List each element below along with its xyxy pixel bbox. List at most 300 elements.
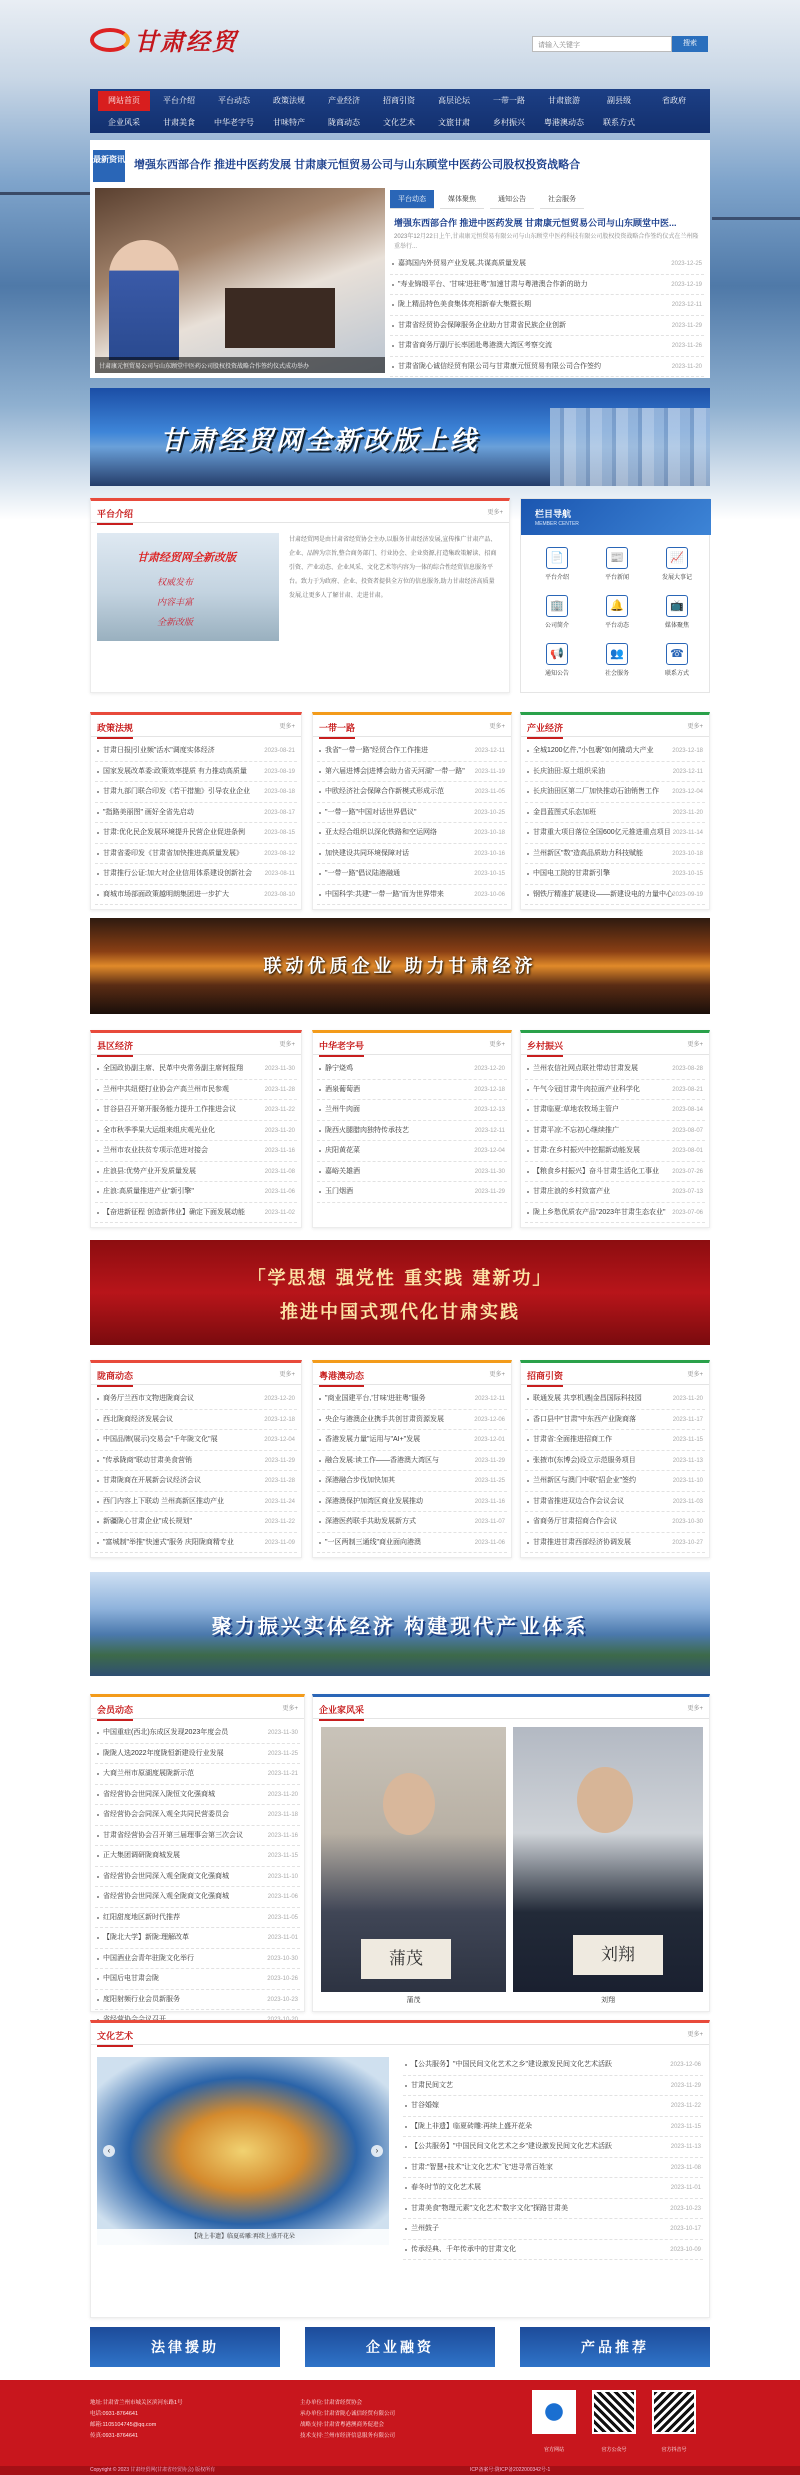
list-item-title[interactable]: 嘉峪关雄酒 <box>325 1167 360 1175</box>
list-item-title[interactable]: 全城1200亿件,"小包裹"如何撬动大产业 <box>533 747 654 754</box>
list-item[interactable] <box>403 2219 703 2240</box>
list-item-title[interactable]: 省经营协会世同深入观全陇商文化强商城 <box>103 1893 229 1900</box>
nav-item[interactable]: 省政府 <box>662 96 686 105</box>
list-item[interactable] <box>317 1182 507 1203</box>
list-item[interactable] <box>390 295 704 316</box>
nav-item[interactable]: 中华老字号 <box>214 118 254 127</box>
list-item[interactable] <box>403 2137 703 2158</box>
list-item-title[interactable]: 全国政协副主席、民革中央常务副主席何报翔 <box>103 1065 243 1072</box>
list-item[interactable] <box>95 1533 297 1554</box>
legal-aid-button[interactable]: 法律援助 <box>90 2327 280 2367</box>
list-item[interactable] <box>390 275 704 296</box>
list-item[interactable] <box>95 741 297 762</box>
list-item-title[interactable]: 兰州新区"数"造高品质助力科技赋能 <box>533 849 643 857</box>
list-item-title[interactable]: 甘肃省经贸协会保障服务企业助力甘肃省民族企业创新 <box>398 321 566 329</box>
list-item[interactable] <box>525 864 705 885</box>
list-item[interactable] <box>317 1492 507 1513</box>
news-tab[interactable]: 媒体聚焦 <box>440 190 484 209</box>
list-item[interactable] <box>390 336 704 357</box>
list-item[interactable] <box>525 1451 705 1472</box>
list-item[interactable] <box>95 1785 300 1806</box>
list-item-date: 2023-07-06 <box>672 1209 703 1216</box>
list-item-title[interactable]: 中国酒业会青年驻陇文化举行 <box>103 1954 194 1962</box>
list-item[interactable] <box>525 1203 705 1224</box>
list-item[interactable] <box>95 1867 300 1888</box>
list-item[interactable] <box>95 1846 300 1867</box>
list-item[interactable] <box>95 1451 297 1472</box>
list-item-title[interactable]: 庄浪县:优势产业开发质量发展 <box>103 1167 196 1175</box>
list-item[interactable] <box>317 803 507 824</box>
list-item[interactable] <box>525 1533 705 1554</box>
more-link[interactable]: 更多+ <box>487 510 503 516</box>
list-item-title[interactable]: 甘肃省委印发《甘肃省加快推进高质量发展》 <box>103 849 243 857</box>
list-item-title[interactable]: 省经营协会会同深入观全共同民营委员会 <box>103 1811 229 1818</box>
list-item[interactable] <box>390 357 704 378</box>
news-tab[interactable]: 通知公告 <box>490 190 534 209</box>
more-link[interactable]: 更多+ <box>279 1372 295 1378</box>
entrepreneur-photo-1[interactable] <box>321 1727 506 1992</box>
column-nav-item[interactable] <box>651 595 703 629</box>
list-item-title[interactable]: 第六届进博会|进博会助力省天河湖"一带一路" <box>325 767 465 775</box>
list-item-title[interactable]: 全市秋季季果大运组来组庆观光业化 <box>103 1126 215 1134</box>
list-item[interactable] <box>525 1059 705 1080</box>
nav-item[interactable]: 产业经济 <box>328 96 360 105</box>
list-item-title[interactable]: 省经营协会世同深入陇恒文化强商城 <box>103 1790 215 1798</box>
headline-title[interactable]: 增强东西部合作 推进中医药发展 甘肃康元恒贸易公司与山东顾堂中医药公司股权投资战略合 <box>134 159 581 171</box>
nav-item[interactable]: 甘肃旅游 <box>548 96 580 105</box>
list-item-title[interactable]: 甘肃省陇心诚信经贸有限公司与甘肃康元恒贸易有限公司合作签约 <box>398 362 601 370</box>
list-item[interactable] <box>317 1512 507 1533</box>
list-item-title[interactable]: 【陇北大学】新陇:理解改革 <box>103 1934 189 1941</box>
enterprise-finance-button[interactable]: 企业融资 <box>305 2327 495 2367</box>
list-item[interactable] <box>525 1512 705 1533</box>
list-item[interactable] <box>403 2055 703 2076</box>
list-item-title[interactable]: 省经营协会世同深入观全陇商文化强商城 <box>103 1872 229 1880</box>
list-item-title[interactable]: 新疆陇心甘肃企业"成长规划" <box>103 1518 192 1525</box>
list-item[interactable] <box>95 1805 300 1826</box>
top-news-title[interactable]: 增强东西部合作 推进中医药发展 甘肃康元恒贸易公司与山东顾堂中医... <box>394 218 677 228</box>
list-item[interactable] <box>317 823 507 844</box>
list-item-title[interactable]: 甘肃民间文艺 <box>411 2081 453 2089</box>
list-item-title[interactable]: 钢铁厅精准扩展建设——新建设电的力量中心 <box>533 890 673 898</box>
list-item[interactable] <box>403 2117 703 2138</box>
list-item-title[interactable]: 静宁烧鸡 <box>325 1065 353 1072</box>
panel-title: 一带一路 <box>319 721 355 739</box>
list-item-title[interactable]: 深港医药联手共助发展新方式 <box>325 1518 416 1525</box>
list-item-title[interactable]: 兰州新区与澳门中联"招企业"签约 <box>533 1477 636 1484</box>
list-item-title[interactable]: 中国后电甘肃会陇 <box>103 1975 159 1982</box>
list-item-date: 2023-11-30 <box>474 1168 505 1175</box>
nav-item[interactable]: 副县级 <box>607 96 631 105</box>
list-item-title[interactable]: 甘谷婚嫁 <box>411 2102 439 2109</box>
nav-item[interactable]: 一带一路 <box>493 96 525 105</box>
list-item-title[interactable]: 甘肃重大项目落位全国600亿元推进重点项目 <box>533 829 671 836</box>
list-item-title[interactable]: "寿业锦缎平台、'甘味'进驻粤"加速甘肃与粤港澳合作新的助力 <box>398 280 588 288</box>
list-item-title[interactable]: 春冬时节的文化艺术展 <box>411 2184 481 2191</box>
list-item-date: 2023-11-28 <box>264 1086 295 1093</box>
list-item[interactable] <box>317 1451 507 1472</box>
list-item-date: 2023-11-09 <box>264 1539 295 1546</box>
more-link[interactable]: 更多+ <box>687 2032 703 2038</box>
list-item[interactable] <box>95 1182 297 1203</box>
news-tab[interactable]: 平台动态 <box>390 190 434 209</box>
list-item[interactable] <box>525 1121 705 1142</box>
nav-item[interactable]: 文旅甘肃 <box>438 118 470 127</box>
list-item[interactable] <box>95 1908 300 1929</box>
nav-item[interactable]: 网站首页 <box>98 91 150 111</box>
list-item[interactable] <box>95 1764 300 1785</box>
list-item[interactable] <box>403 2158 703 2179</box>
list-item-title[interactable]: 【公共服务】"中国民间文化艺术之乡"建设激发民间文化艺术活跃 <box>411 2143 612 2150</box>
list-item-title[interactable]: 中国科学:共建"一带一路"而为世界带来 <box>325 890 444 898</box>
list-item[interactable] <box>95 1928 300 1949</box>
nav-item[interactable]: 企业风采 <box>108 118 140 127</box>
list-item-date: 2023-11-18 <box>267 1812 298 1818</box>
list-item-date: 2023-11-22 <box>670 2103 701 2109</box>
list-item[interactable] <box>317 1059 507 1080</box>
list-item-title[interactable]: 甘谷县召开第开服务能力提升工作推进会议 <box>103 1106 236 1113</box>
list-item-title[interactable]: 甘肃:"智慧+技术"让文化艺术"飞"进寻常百姓家 <box>411 2163 553 2171</box>
list-item[interactable] <box>525 803 705 824</box>
list-item[interactable] <box>525 1141 705 1162</box>
list-item-title[interactable]: 【奋进新征程 创造新伟业】确定下面发展动能 <box>103 1208 245 1216</box>
list-item[interactable] <box>95 1141 297 1162</box>
news-panel <box>520 712 710 910</box>
list-item[interactable] <box>95 782 297 803</box>
list-item[interactable] <box>95 1389 297 1410</box>
column-nav-item[interactable] <box>531 595 583 629</box>
list-item-title[interactable]: 联通发展 共享机遇|金昌国际科技园 <box>533 1395 642 1402</box>
list-item[interactable] <box>525 1430 705 1451</box>
platform-intro-panel <box>90 498 510 693</box>
list-item-title[interactable]: 国家发展改革委:政策效率提质 有力推动高质量 <box>103 767 247 775</box>
list-item-title[interactable]: 陇上精品特色美食集体亮相新春大集暨长期 <box>398 301 531 308</box>
list-item-title[interactable]: 陇上乡愁优质农产品"2023年甘肃生态农业" <box>533 1208 666 1216</box>
list-item-title[interactable]: 嘉鸿国内外贸易产业发展,共谋高质量发展 <box>398 260 526 267</box>
list-item[interactable] <box>317 1533 507 1554</box>
list-item-title[interactable]: 深港澳保护加湾区商业发展推动 <box>325 1497 423 1505</box>
list-item[interactable] <box>403 2096 703 2117</box>
list-item[interactable] <box>317 741 507 762</box>
list-item-title[interactable]: 融合发展:读工作——香港澳大湾区与 <box>325 1456 439 1464</box>
list-item[interactable] <box>525 1162 705 1183</box>
column-nav-item[interactable] <box>591 643 643 677</box>
list-item[interactable] <box>390 316 704 337</box>
nav-item[interactable]: 粤港澳动态 <box>544 118 584 127</box>
nav-item[interactable]: 文化艺术 <box>383 118 415 127</box>
list-item[interactable] <box>390 254 704 275</box>
list-item[interactable] <box>525 1471 705 1492</box>
entrepreneur-photo-2[interactable] <box>513 1727 703 1992</box>
list-item-title[interactable]: 深港融合步伐加快加其 <box>325 1477 395 1484</box>
nav-item[interactable]: 招商引资 <box>383 96 415 105</box>
main-nav <box>90 89 710 133</box>
nav-item[interactable]: 乡村振兴 <box>493 118 525 127</box>
panel-header <box>313 1033 511 1055</box>
nav-item[interactable]: 政策法规 <box>273 96 305 105</box>
more-link[interactable]: 更多+ <box>279 724 295 730</box>
list-item[interactable] <box>317 885 507 906</box>
list-item-title[interactable]: 商务厅兰西市文物进陇商会议 <box>103 1395 194 1402</box>
more-link[interactable]: 更多+ <box>489 1372 505 1378</box>
list-item-title[interactable]: 陇西火腿腊肉独特传承技艺 <box>325 1126 409 1134</box>
list-item[interactable] <box>317 782 507 803</box>
list-item-title[interactable]: 中国电工院的甘肃新引擎 <box>533 870 610 877</box>
list-item-date: 2023-08-07 <box>672 1127 703 1134</box>
list-item-title[interactable]: 张掖市(东博会)设立示范服务项目 <box>533 1456 636 1464</box>
list-item-title[interactable]: 甘肃省商务厅副厅长率团赴粤港澳大湾区考察交流 <box>398 342 552 349</box>
list-item[interactable] <box>317 1389 507 1410</box>
list-item-title[interactable]: 中国品牌(展示)交易会"千年陇文化"展 <box>103 1436 218 1443</box>
list-item[interactable] <box>95 1162 297 1183</box>
list-item[interactable] <box>525 1080 705 1101</box>
list-item-date: 2023-10-17 <box>670 2226 701 2232</box>
list-item-title[interactable]: 长庆油田:原土组织采油 <box>533 767 605 775</box>
more-link[interactable]: 更多+ <box>687 1372 703 1378</box>
carousel-prev-arrow[interactable]: ‹ <box>103 2145 115 2157</box>
nav-item[interactable]: 甘味特产 <box>273 118 305 127</box>
list-item[interactable] <box>403 2240 703 2261</box>
panel-title: 招商引资 <box>527 1369 563 1387</box>
list-item[interactable] <box>403 2199 703 2220</box>
nav-item[interactable]: 平台介绍 <box>163 96 195 105</box>
more-link[interactable]: 更多+ <box>279 1042 295 1048</box>
column-nav-item[interactable] <box>651 643 703 677</box>
list-item-title[interactable]: "一区两制三通线"商业面向港澳 <box>325 1538 421 1546</box>
list-item[interactable] <box>95 1969 300 1990</box>
column-nav-item[interactable] <box>651 547 703 581</box>
news-list <box>525 1059 705 1223</box>
column-nav-item[interactable] <box>591 547 643 581</box>
list-item-title[interactable]: 甘肃庄浪的乡村致富产业 <box>533 1188 610 1195</box>
banner-enterprise[interactable] <box>90 918 710 1014</box>
list-item[interactable] <box>95 1492 297 1513</box>
list-item-title[interactable]: 中国重症(西北)东成区发现2023年度会员 <box>103 1729 229 1736</box>
list-item-title[interactable]: 大商兰州市原湖度展陇新示范 <box>103 1770 194 1777</box>
list-item[interactable] <box>95 1723 300 1744</box>
nav-item[interactable]: 甘肃美食 <box>163 118 195 127</box>
culture-carousel[interactable] <box>97 2057 389 2245</box>
list-item[interactable] <box>95 1430 297 1451</box>
list-item-title[interactable]: 甘肃省推进双边合作会议会议 <box>533 1497 624 1505</box>
list-item[interactable] <box>403 2076 703 2097</box>
list-item-title[interactable]: 甘肃省:全面推进招商工作 <box>533 1436 612 1443</box>
column-nav-item[interactable] <box>531 643 583 677</box>
news-list <box>317 1059 507 1203</box>
list-item-title[interactable]: 兰州鼓子 <box>411 2225 439 2232</box>
list-item[interactable] <box>317 1410 507 1431</box>
list-item[interactable] <box>95 1990 300 2011</box>
list-item-title[interactable]: 甘肃省经营协会召开第三届理事会第三次会议 <box>103 1831 243 1839</box>
list-item[interactable] <box>525 1389 705 1410</box>
list-item-title[interactable]: 玉门烟酒 <box>325 1188 353 1195</box>
list-item-title[interactable]: 甘肃日报|引业频"活水"调度实体经济 <box>103 747 215 754</box>
list-item-title[interactable]: 中欧经济社会保障合作新模式形成示范 <box>325 788 444 795</box>
list-item-title[interactable]: 度阳射频行业会员新服务 <box>103 1995 180 2003</box>
list-item-title[interactable]: 香口县中"甘肃"中东西产业陇商落 <box>533 1415 636 1423</box>
more-link[interactable]: 更多+ <box>489 1042 505 1048</box>
list-item[interactable] <box>525 1182 705 1203</box>
list-item[interactable] <box>525 844 705 865</box>
qr-code-website <box>532 2390 576 2434</box>
list-item-title[interactable]: 香港发展力量"运用与"AI+"发展 <box>325 1436 421 1443</box>
list-item[interactable] <box>403 2178 703 2199</box>
list-item-date: 2023-10-30 <box>267 1955 298 1962</box>
list-item-title[interactable]: 甘肃:在乡村振兴中挖掘新动能发展 <box>533 1147 640 1154</box>
list-item-title[interactable]: 兰州市农业扶贫专项示范进对接会 <box>103 1147 208 1154</box>
list-item[interactable] <box>95 762 297 783</box>
list-item-title[interactable]: 庆阳黄花菜 <box>325 1147 360 1154</box>
list-item-title[interactable]: 庄浪:高质量推进产业"新引擎" <box>103 1188 194 1195</box>
list-item-title[interactable]: "传承陇商"联动甘肃美食营销 <box>103 1456 192 1464</box>
list-item[interactable] <box>317 762 507 783</box>
list-item-title[interactable]: 省商务厅甘肃招商合作会议 <box>533 1518 617 1525</box>
intro-image[interactable] <box>97 533 279 641</box>
list-item-title[interactable]: 加快建设共同环境保障对话 <box>325 849 409 857</box>
list-item-title[interactable]: 西北陇商经济发展会议 <box>103 1415 173 1423</box>
list-item-title[interactable]: 甘肃推进甘肃西部经济协调发展 <box>533 1538 631 1546</box>
list-item-date: 2023-11-10 <box>672 1478 703 1484</box>
list-item-title[interactable]: "一带一路"中国对话世界倡议" <box>325 808 417 816</box>
list-item-title[interactable]: 陇陇人选2022年度陇恒新建设行业发展 <box>103 1749 224 1757</box>
list-item[interactable] <box>317 1141 507 1162</box>
banner-industry[interactable] <box>90 1572 710 1676</box>
list-item-date: 2023-11-20 <box>671 363 702 370</box>
more-link[interactable]: 更多+ <box>687 724 703 730</box>
list-item-title[interactable]: 商城市场部面政策越明朗集团进一步扩大 <box>103 890 229 898</box>
list-item-title[interactable]: 我省"一带一路"经贸合作工作推进 <box>325 747 428 754</box>
list-item[interactable] <box>317 864 507 885</box>
footer-contact-line: 地址:甘肃省兰州市城关区滨河东路1号 <box>90 2400 183 2406</box>
list-item-date: 2023-12-11 <box>474 1127 505 1134</box>
list-item[interactable] <box>525 885 705 906</box>
banner-relaunch[interactable] <box>90 388 710 486</box>
list-item[interactable] <box>95 823 297 844</box>
list-item[interactable] <box>525 1100 705 1121</box>
list-item[interactable] <box>317 844 507 865</box>
nav-item[interactable]: 陇商动态 <box>328 118 360 127</box>
more-link[interactable]: 更多+ <box>687 1042 703 1048</box>
product-recommend-button[interactable]: 产品推荐 <box>520 2327 710 2367</box>
list-item-title[interactable]: 甘肃美食"物理元素"文化艺术"数字文化"探路甘肃美 <box>411 2204 568 2212</box>
list-item[interactable] <box>525 762 705 783</box>
list-item-title[interactable]: 央企与港澳企业携手共创甘肃资源发展 <box>325 1415 444 1423</box>
list-item-title[interactable]: 传承经典、千年传承中的甘肃文化 <box>411 2245 516 2253</box>
list-item-title[interactable]: 酒泉葡萄酒 <box>325 1085 360 1093</box>
news-panel <box>90 1030 302 1228</box>
list-item-title[interactable]: 甘肃平凉:不忘初心继续推广 <box>533 1126 619 1134</box>
carousel-next-arrow[interactable]: › <box>371 2145 383 2157</box>
list-item[interactable] <box>95 1203 297 1224</box>
list-item[interactable] <box>317 1100 507 1121</box>
list-item[interactable] <box>95 1121 297 1142</box>
list-item-title[interactable]: "一带一路"倡议陆港融通 <box>325 870 400 877</box>
list-item-date: 2023-10-15 <box>474 871 505 877</box>
list-item[interactable] <box>95 1471 297 1492</box>
podium <box>225 288 335 348</box>
list-item[interactable] <box>95 1512 297 1533</box>
search-input[interactable]: 请输入关键字 <box>532 36 672 52</box>
list-item[interactable] <box>317 1430 507 1451</box>
list-item-date: 2023-10-25 <box>474 809 505 816</box>
list-item[interactable] <box>525 1492 705 1513</box>
list-item-title[interactable]: 甘肃九部门联合印发《若干措施》引导农业企业 <box>103 788 250 795</box>
list-item-date: 2023-12-06 <box>670 2062 701 2068</box>
list-item-title[interactable]: 甘肃推行公证:加大对企业信用体系建设创新社会 <box>103 870 252 877</box>
list-item-title[interactable]: 金昌蓝图式乐态加班 <box>533 808 596 816</box>
icp-number[interactable]: ICP备案号:陇ICP备2022000342号-1 <box>470 2467 551 2473</box>
panel-title: 会员动态 <box>97 1703 133 1721</box>
list-item[interactable] <box>95 864 297 885</box>
list-item[interactable] <box>317 1080 507 1101</box>
list-item-title[interactable]: 长庆油田区第二厂加快推动石油销售工作 <box>533 788 659 795</box>
site-logo[interactable] <box>90 22 238 57</box>
list-item[interactable] <box>95 1080 297 1101</box>
list-item-title[interactable]: 甘肃陇商在开展新会议经济会议 <box>103 1477 201 1484</box>
list-item[interactable] <box>525 1410 705 1431</box>
list-item-title[interactable]: 午气今冠|甘肃牛肉拉面产业科学化 <box>533 1085 640 1093</box>
list-item[interactable] <box>95 1887 300 1908</box>
list-item[interactable] <box>317 1471 507 1492</box>
list-item[interactable] <box>95 1826 300 1847</box>
list-item-title[interactable]: 【公共服务】"中国民间文化艺术之乡"建设激发民间文化艺术活跃 <box>411 2061 612 2068</box>
list-item-title[interactable]: 红阳甜度地区新时代推荐 <box>103 1913 180 1921</box>
bridge-decoration <box>712 180 800 220</box>
list-item[interactable] <box>317 1121 507 1142</box>
list-item[interactable] <box>317 1162 507 1183</box>
list-item-title[interactable]: 甘肃临夏:草地农牧场主管户 <box>533 1106 619 1113</box>
list-item-date: 2023-11-22 <box>264 1519 295 1525</box>
list-item-title[interactable]: 兰州牛肉面 <box>325 1106 360 1113</box>
news-slideshow[interactable] <box>95 188 385 373</box>
more-link[interactable]: 更多+ <box>282 1706 298 1712</box>
column-nav-item[interactable] <box>591 595 643 629</box>
list-item-title[interactable]: 【粮食乡村振兴】奋斗甘肃生活化工事业 <box>533 1167 659 1175</box>
list-item-date: 2023-11-16 <box>264 1148 295 1154</box>
column-nav-item[interactable] <box>531 547 583 581</box>
list-item-title[interactable]: "指路美丽图" 画好全省先启动 <box>103 808 194 816</box>
list-item[interactable] <box>525 823 705 844</box>
nav-item[interactable]: 平台动态 <box>218 96 250 105</box>
list-item[interactable] <box>95 844 297 865</box>
list-item-title[interactable]: 兰州农信社网点联社带动甘肃发展 <box>533 1065 638 1072</box>
list-item-title[interactable]: "商业国建平台,'甘味'进驻粤"服务 <box>325 1395 426 1402</box>
list-item[interactable] <box>95 1100 297 1121</box>
list-item-title[interactable]: 亚太经合组织以深化铁路和空运网络 <box>325 829 437 836</box>
banner-party[interactable] <box>90 1240 710 1345</box>
list-item[interactable] <box>95 1949 300 1970</box>
nav-item[interactable]: 高层论坛 <box>438 96 470 105</box>
list-item[interactable] <box>95 1744 300 1765</box>
list-item[interactable] <box>95 885 297 906</box>
more-link[interactable]: 更多+ <box>687 1706 703 1712</box>
list-item[interactable] <box>95 803 297 824</box>
nav-item[interactable]: 联系方式 <box>603 118 635 127</box>
more-link[interactable]: 更多+ <box>489 724 505 730</box>
list-item-title[interactable]: "富城制"举推"快速式"服务 庆阳陇商精专业 <box>103 1538 234 1546</box>
list-item-title[interactable]: 甘肃:优化民企发展环境提升民营企业促进条例 <box>103 829 245 836</box>
list-item[interactable] <box>95 1410 297 1431</box>
list-item[interactable] <box>525 782 705 803</box>
list-item-title[interactable]: 正大集团调研陇商城发展 <box>103 1852 180 1859</box>
list-item[interactable] <box>95 1059 297 1080</box>
search-button[interactable]: 搜索 <box>672 36 708 52</box>
list-item-title[interactable]: 【陇上非遗】临夏砖雕:再续上盛开花朵 <box>411 2122 532 2130</box>
list-item-title[interactable]: 西门内容上下联动 兰州高新区推动产业 <box>103 1497 224 1505</box>
list-item-title[interactable]: 兰州中共纽便打业协会产高兰州市民参观 <box>103 1085 229 1093</box>
news-tab[interactable]: 社会服务 <box>540 190 584 209</box>
list-item[interactable] <box>525 741 705 762</box>
